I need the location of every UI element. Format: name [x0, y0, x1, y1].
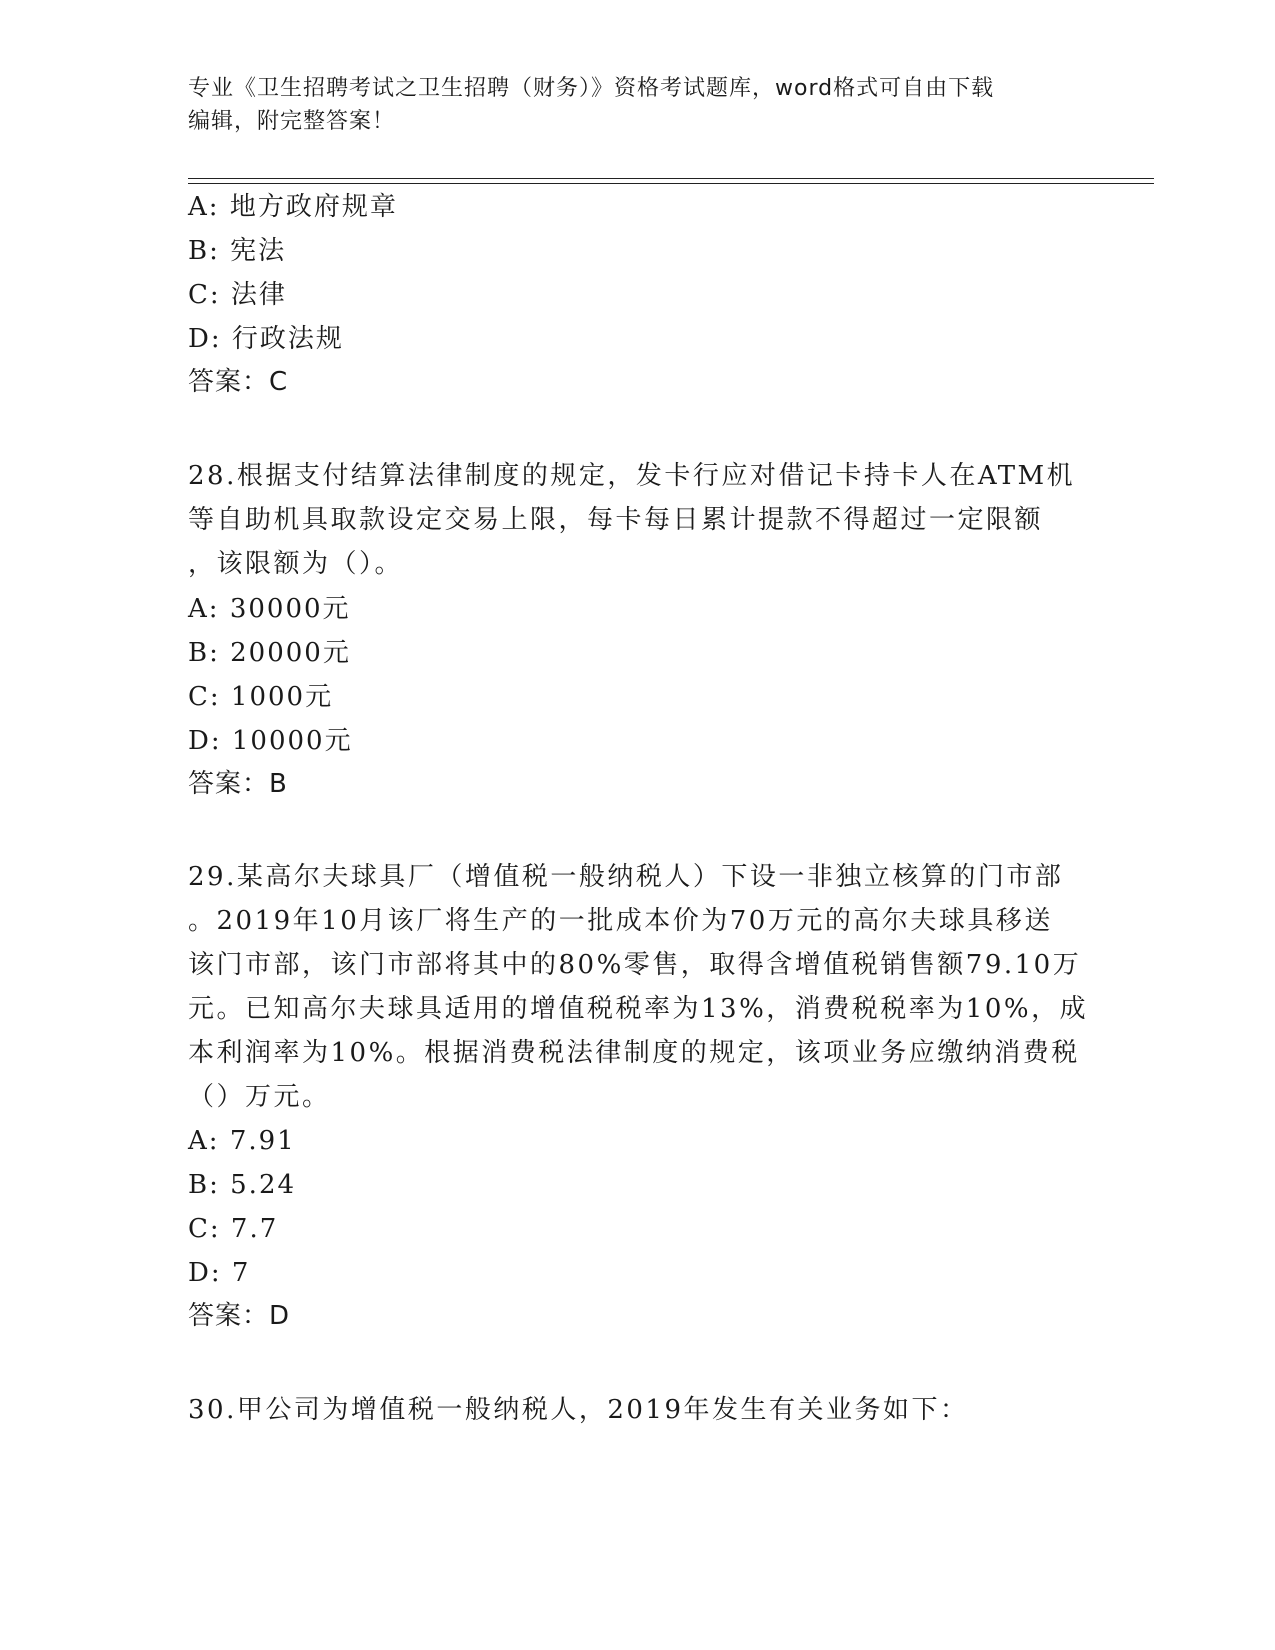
- q28-text-line-1: 28.根据支付结算法律制度的规定，发卡行应对借记卡持卡人在ATM机: [188, 461, 1076, 491]
- q29-option-b: B: 5.24: [188, 1170, 297, 1200]
- q29-option-c: C: 7.7: [188, 1214, 279, 1244]
- q28-option-c: C: 1000元: [188, 682, 334, 712]
- q29-text-line-5: 本利润率为10%。根据消费税法律制度的规定，该项业务应缴纳消费税: [188, 1038, 1080, 1068]
- q29-text-line-1: 29.某高尔夫球具厂（增值税一般纳税人）下设一非独立核算的门市部: [188, 862, 1064, 892]
- q29-text-line-4: 元。已知高尔夫球具适用的增值税税率为13%，消费税税率为10%，成: [188, 994, 1089, 1024]
- header-line-2: 编辑，附完整答案！: [188, 109, 396, 134]
- q28-option-d: D: 10000元: [188, 726, 353, 756]
- q30-text-line-1: 30.甲公司为增值税一般纳税人，2019年发生有关业务如下：: [188, 1395, 969, 1425]
- q28-option-b: B: 20000元: [188, 638, 351, 668]
- q28-option-a: A: 30000元: [188, 594, 351, 624]
- q27-option-a: A: 地方政府规章: [188, 192, 398, 222]
- q28-answer: 答案：B: [188, 769, 288, 799]
- q28-text-line-2: 等自助机具取款设定交易上限，每卡每日累计提款不得超过一定限额: [188, 505, 1044, 535]
- header-divider-top: [188, 178, 1154, 179]
- q27-option-b: B: 宪法: [188, 236, 287, 266]
- q29-text-line-3: 该门市部，该门市部将其中的80%零售，取得含增值税销售额79.10万: [188, 950, 1082, 980]
- q27-option-d: D: 行政法规: [188, 324, 344, 354]
- q29-option-a: A: 7.91: [188, 1126, 296, 1156]
- q27-option-c: C: 法律: [188, 280, 287, 310]
- q29-text-line-6: （）万元。: [188, 1082, 331, 1112]
- header-line-1: 专业《卫生招聘考试之卫生招聘（财务）》资格考试题库，word格式可自由下载: [188, 76, 995, 101]
- q29-option-d: D: 7: [188, 1258, 251, 1288]
- q29-answer: 答案：D: [188, 1301, 291, 1331]
- q29-text-line-2: 。2019年10月该厂将生产的一批成本价为70万元的高尔夫球具移送: [188, 906, 1053, 936]
- document-header: [188, 72, 1088, 138]
- header-divider-bottom: [188, 183, 1154, 184]
- q27-answer: 答案：C: [188, 367, 289, 397]
- q28-text-line-3: ，该限额为（）。: [188, 549, 404, 579]
